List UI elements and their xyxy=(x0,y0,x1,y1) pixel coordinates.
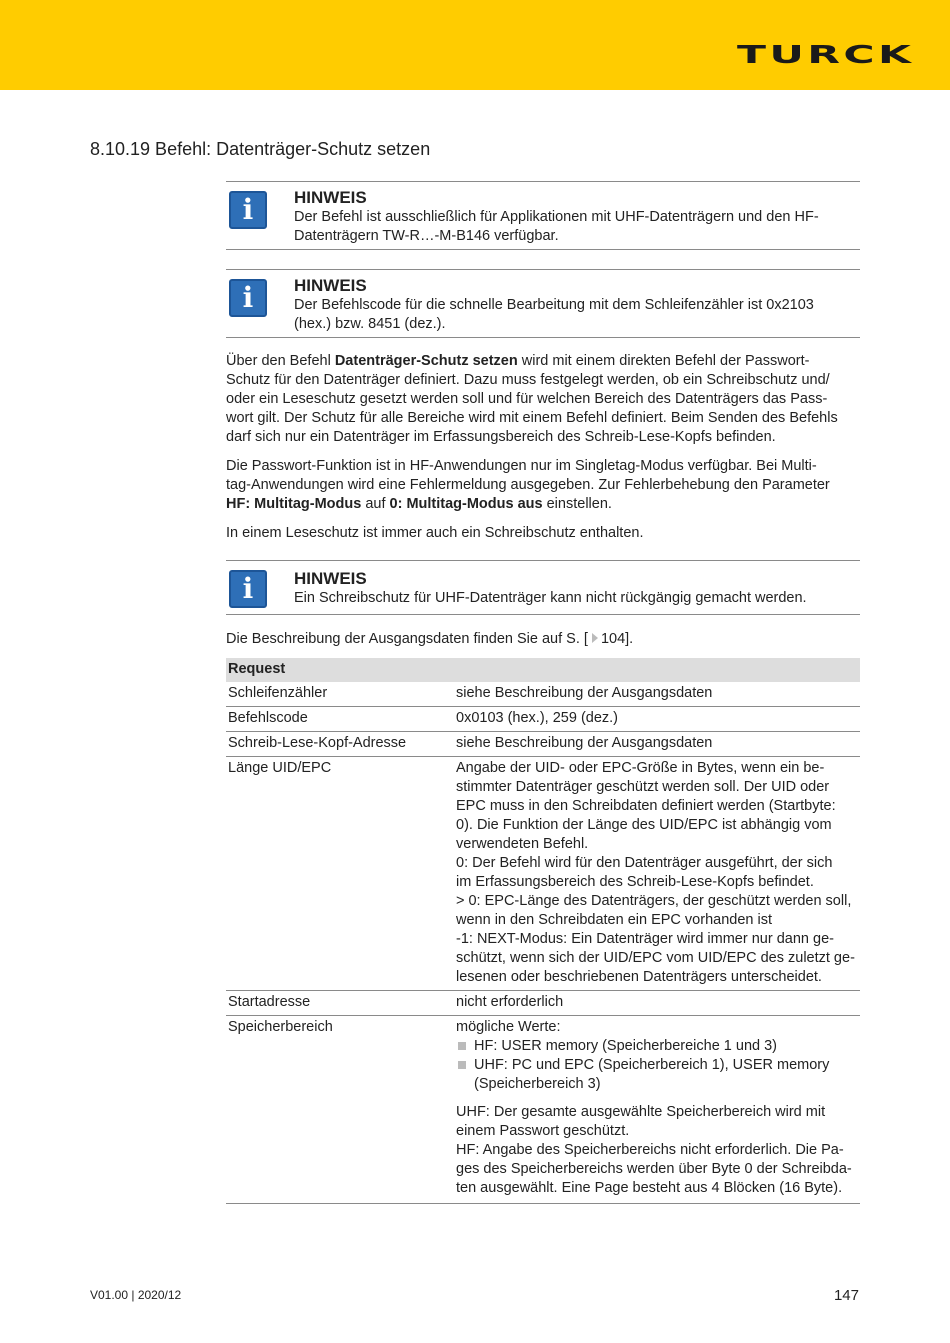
desc-line: schützt, wenn sich der UID/EPC vom UID/EPC des zuletzt ge- xyxy=(456,950,855,966)
note-body-line: Der Befehlscode für die schnelle Bearbeitung mit dem Schleifenzähler ist 0x2103 xyxy=(294,297,814,313)
table-row xyxy=(226,682,860,707)
desc-line: > 0: EPC-Länge des Datenträgers, der geschützt werden soll, xyxy=(456,893,852,909)
note-1 xyxy=(226,181,860,250)
text: wird mit einem direkten Befehl der Passwort- xyxy=(517,353,810,369)
text-line: tag-Anwendungen wird eine Fehlermeldung ausgegeben. Zur Fehlerbehebung den Parameter xyxy=(226,477,830,493)
param-name: Speicherbereich xyxy=(226,1016,454,1204)
section-title: 8.10.19 Befehl: Datenträger-Schutz setzen xyxy=(90,139,431,159)
param-name: Befehlscode xyxy=(226,707,454,732)
parameter-value: 0: Multitag-Modus aus xyxy=(389,496,543,512)
text: auf xyxy=(361,496,390,512)
desc-line: verwendeten Befehl. xyxy=(456,836,589,852)
param-desc xyxy=(454,991,860,1016)
text-line: oder ein Leseschutz gesetzt werden soll und für welchen Bereich des Datenträgers das Pass- xyxy=(226,391,828,407)
note-2 xyxy=(226,269,860,338)
desc-line: stimmter Datenträger geschützt werden soll. Der UID oder xyxy=(456,779,830,795)
page-link[interactable]: 104 xyxy=(600,631,626,647)
param-name: Schleifenzähler xyxy=(226,682,454,707)
desc-line: 0). Die Funktion der Länge des UID/EPC ist abhängig vom xyxy=(456,817,832,833)
page-reference xyxy=(226,630,860,649)
desc-line: EPC muss in den Schreibdaten definiert werden (Startbyte: xyxy=(456,798,836,814)
info-icon: i xyxy=(229,570,267,608)
table-header: Request xyxy=(226,658,860,682)
desc-line: UHF: Der gesamte ausgewählte Speicherbereich wird mit xyxy=(456,1104,826,1120)
list-item xyxy=(456,1037,858,1056)
desc-line: nicht erforderlich xyxy=(456,994,564,1010)
text-line: Schutz für den Datenträger definiert. Dazu muss festgelegt werden, ob ein Schreibschutz und/ xyxy=(226,372,830,388)
table-header-row xyxy=(226,658,860,682)
desc-line: mögliche Werte: xyxy=(456,1019,561,1035)
turck-logo: TURCK xyxy=(736,40,914,69)
text-line: darf sich nur ein Datenträger im Erfassungsbereich des Schreib-Lese-Kopfs befinden. xyxy=(226,429,776,445)
param-name: Schreib-Lese-Kopf-Adresse xyxy=(226,732,454,757)
text-line: Die Passwort-Funktion ist in HF-Anwendungen nur im Singletag-Modus verfügbar. Bei Multi- xyxy=(226,458,817,474)
note-body-line: Ein Schreibschutz für UHF-Datenträger kann nicht rückgängig gemacht werden. xyxy=(294,590,807,606)
paragraph-1 xyxy=(226,352,860,447)
text: Die Beschreibung der Ausgangsdaten finden Sie auf S. [ xyxy=(226,631,588,647)
values-list xyxy=(456,1037,858,1094)
content xyxy=(226,181,860,1204)
info-icon: i xyxy=(229,279,267,317)
param-desc xyxy=(454,757,860,991)
note-title: HINWEIS xyxy=(294,569,367,588)
desc-line: einem Passwort geschützt. xyxy=(456,1123,630,1139)
page-number: 147 xyxy=(833,1287,859,1304)
note-body-line: (hex.) bzw. 8451 (dez.). xyxy=(294,316,446,332)
desc-line: -1: NEXT-Modus: Ein Datenträger wird immer nur dann ge- xyxy=(456,931,834,947)
request-table xyxy=(226,658,860,1204)
note-title: HINWEIS xyxy=(294,188,367,207)
desc-line: Angabe der UID- oder EPC-Größe in Bytes, wenn ein be- xyxy=(456,760,825,776)
text: Über den Befehl xyxy=(226,353,335,369)
info-icon: i xyxy=(229,191,267,229)
text-line: wort gilt. Der Schutz für alle Bereiche wird mit einem Befehl definiert. Beim Senden des Befehls xyxy=(226,410,838,426)
param-name: Startadresse xyxy=(226,991,454,1016)
table-row xyxy=(226,757,860,991)
param-desc xyxy=(454,732,860,757)
parameter-name: HF: Multitag-Modus xyxy=(226,496,362,512)
note-body-line: Datenträgern TW-R…-M-B146 verfügbar. xyxy=(294,228,559,244)
param-desc xyxy=(454,707,860,732)
desc-line: im Erfassungsbereich des Schreib-Lese-Kopfs befindet. xyxy=(456,874,814,890)
desc-line: 0x0103 (hex.), 259 (dez.) xyxy=(456,710,619,726)
command-name: Datenträger-Schutz setzen xyxy=(334,353,518,369)
desc-line: siehe Beschreibung der Ausgangsdaten xyxy=(456,735,713,751)
list-item-text: HF: USER memory (Speicherbereiche 1 und 3) xyxy=(474,1038,778,1054)
desc-line: wenn in den Schreibdaten ein EPC vorhanden ist xyxy=(456,912,772,928)
arrow-right-icon xyxy=(592,633,598,643)
param-name: Länge UID/EPC xyxy=(226,757,454,991)
paragraph-2 xyxy=(226,457,860,514)
param-desc xyxy=(454,1016,860,1204)
table-row xyxy=(226,732,860,757)
table-row xyxy=(226,707,860,732)
footer-version: V01.00 | 2020/12 xyxy=(90,1288,182,1302)
list-item-text: UHF: PC und EPC (Speicherbereich 1), USER memory xyxy=(474,1057,830,1073)
note-title: HINWEIS xyxy=(294,276,367,295)
desc-line: ten ausgewählt. Eine Page besteht aus 4 Blöcken (16 Byte). xyxy=(456,1180,843,1196)
paragraph-3: In einem Leseschutz ist immer auch ein Schreibschutz enthalten. xyxy=(226,525,644,541)
note-3 xyxy=(226,560,860,615)
table-row xyxy=(226,1016,860,1204)
list-item-text: (Speicherbereich 3) xyxy=(474,1076,601,1092)
param-desc xyxy=(454,682,860,707)
desc-line: HF: Angabe des Speicherbereichs nicht erforderlich. Die Pa- xyxy=(456,1142,844,1158)
table-row xyxy=(226,991,860,1016)
desc-line: lesenen oder beschriebenen Datenträgers unterscheidet. xyxy=(456,969,822,985)
text: ]. xyxy=(625,631,634,647)
desc-line: ges des Speicherbereichs werden über Byte 0 der Schreibda- xyxy=(456,1161,852,1177)
text: einstellen. xyxy=(542,496,612,512)
desc-line: siehe Beschreibung der Ausgangsdaten xyxy=(456,685,713,701)
note-body-line: Der Befehl ist ausschließlich für Applikationen mit UHF-Datenträgern und den HF- xyxy=(294,209,819,225)
desc-line: 0: Der Befehl wird für den Datenträger ausgeführt, der sich xyxy=(456,855,833,871)
list-item xyxy=(456,1056,858,1094)
